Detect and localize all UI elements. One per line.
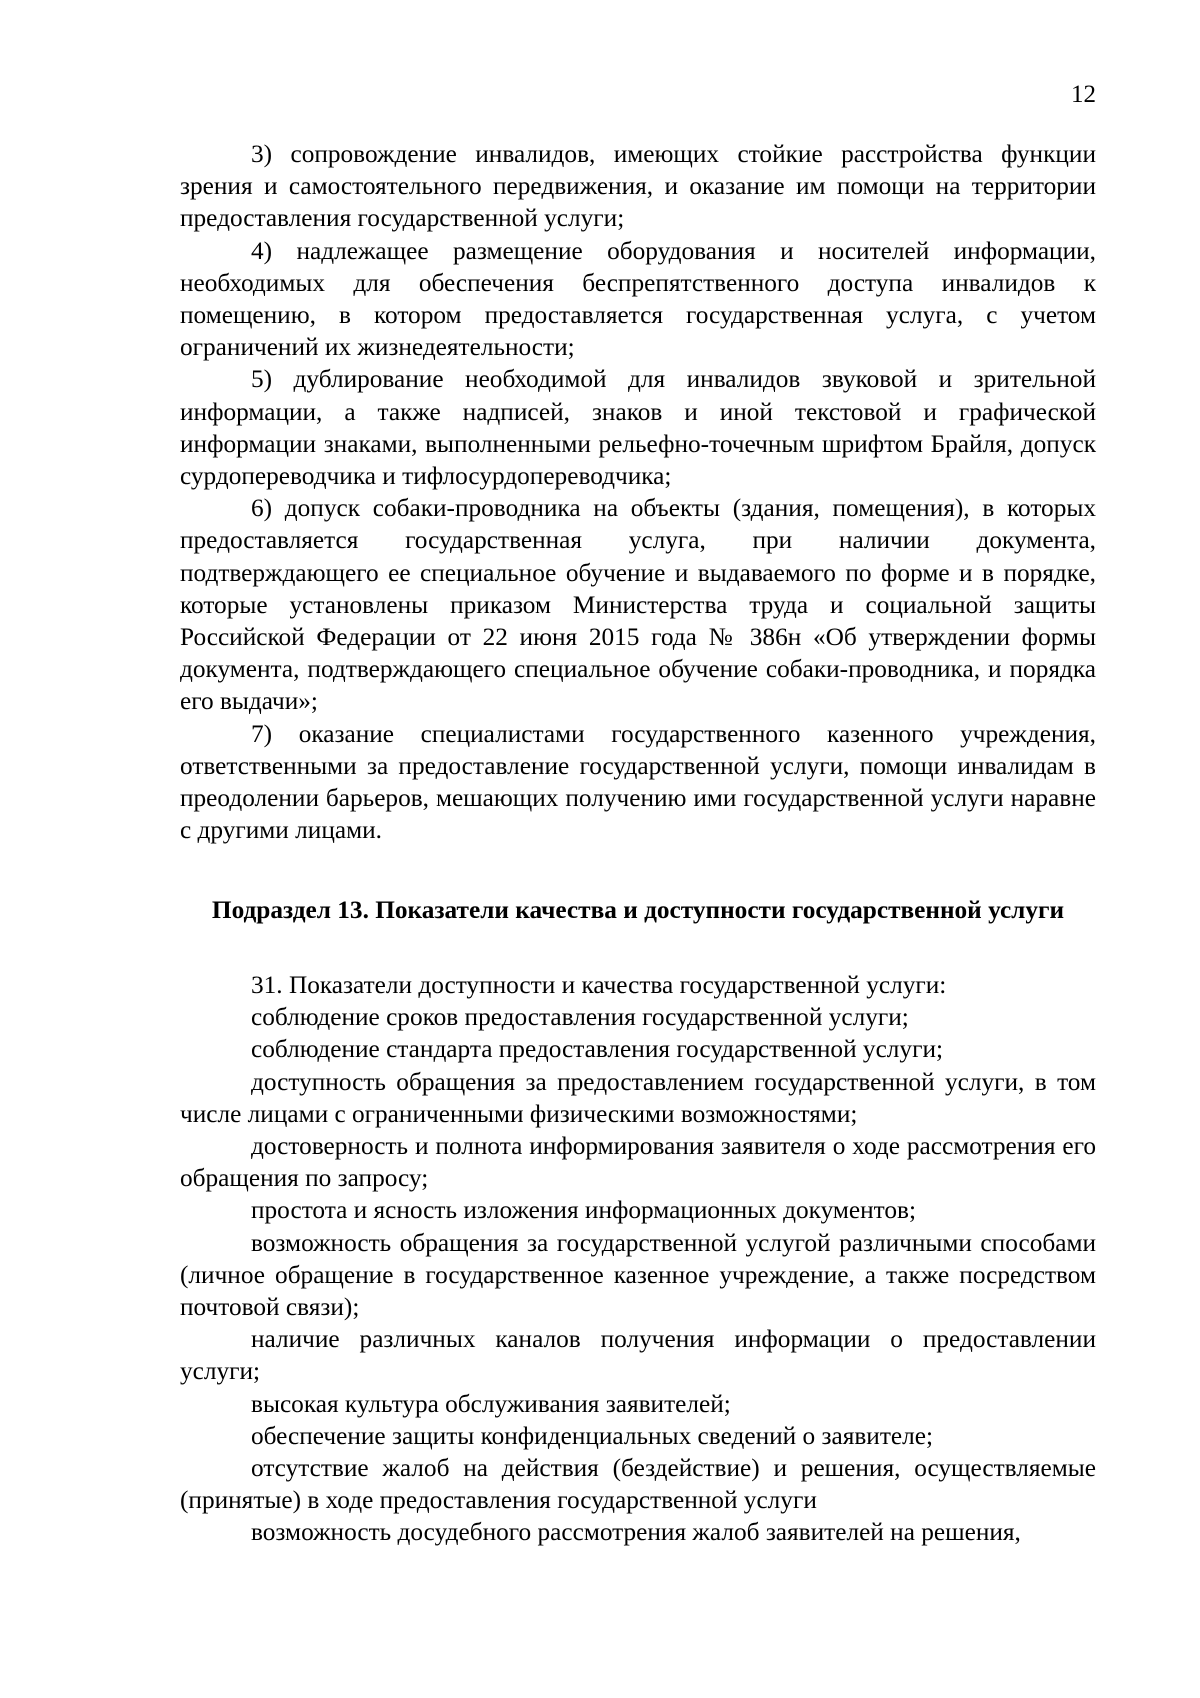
section-heading: Подраздел 13. Показатели качества и доступности государственной услуги [211,896,1065,925]
paragraph-31: 31. Показатели доступности и качества государственной услуги: [251,970,947,999]
indicator-standard: соблюдение стандарта предоставления государственной услуги; [251,1035,944,1064]
document-body [180,138,1096,1549]
paragraph-item-7: 7) оказание специалистами государственного казенного учреждения, ответственными за предоставление государственной услуги, помощи инвалидам в преодолении барьеров, мешающих получению ими государственной услуги наравне с другими лицами. [180,719,1096,845]
paragraph-item-5: 5) дублирование необходимой для инвалидов звуковой и зрительной информации, а также надписей, знаков и иной текстовой и графической информации знаками, выполненными рельефно-точечным шрифтом Брайля, допуск сурдопереводчика и тифлосурдопереводчика; [180,365,1096,491]
indicator-clarity: простота и ясность изложения информационных документов; [251,1196,917,1225]
indicator-service-culture: высокая культура обслуживания заявителей; [251,1389,731,1418]
page-number: 12 [1071,81,1096,108]
paragraph-item-6: 6) допуск собаки-проводника на объекты (здания, помещения), в которых предоставляется государственная услуга, при наличии документа, подтверждающего ее специальное обучение и выдаваемого по форме и в порядке, которые установлены приказом Министерства труда и социальной защиты Российской Федерации от 22 июня 2015 года № 386н «Об утверждении формы документа, подтверждающего специальное обучение собаки-проводника, и порядка его выдачи»; [180,494,1096,716]
paragraph-item-3: 3) сопровождение инвалидов, имеющих стойкие расстройства функции зрения и самостоятельного передвижения, и оказание им помощи на территории предоставления государственной услуги; [180,140,1096,233]
indicator-pretrial-review: возможность досудебного рассмотрения жалоб заявителей на решения, [251,1518,1021,1547]
indicator-accessibility: доступность обращения за предоставлением государственной услуги, в том числе лицами с ограниченными физическими возможностями; [180,1067,1096,1128]
indicator-confidentiality: обеспечение защиты конфиденциальных сведений о заявителе; [251,1421,933,1450]
paragraph-item-4: 4) надлежащее размещение оборудования и носителей информации, необходимых для обеспечения беспрепятственного доступа инвалидов к помещению, в котором предоставляется государственная услуга, с учетом ограничений их жизнедеятельности; [180,236,1096,362]
indicator-information-channels: наличие различных каналов получения информации о предоставлении услуги; [180,1325,1096,1386]
indicator-no-complaints: отсутствие жалоб на действия (бездействие) и решения, осуществляемые (принятые) в ходе предоставления государственной услуги [180,1454,1096,1515]
indicator-deadlines: соблюдение сроков предоставления государственной услуги; [251,1003,909,1032]
indicator-request-methods: возможность обращения за государственной услугой различными способами (личное обращение в государственное казенное учреждение, а также посредством почтовой связи); [180,1228,1096,1321]
indicator-information-reliability: достоверность и полнота информирования заявителя о ходе рассмотрения его обращения по запросу; [180,1131,1096,1193]
